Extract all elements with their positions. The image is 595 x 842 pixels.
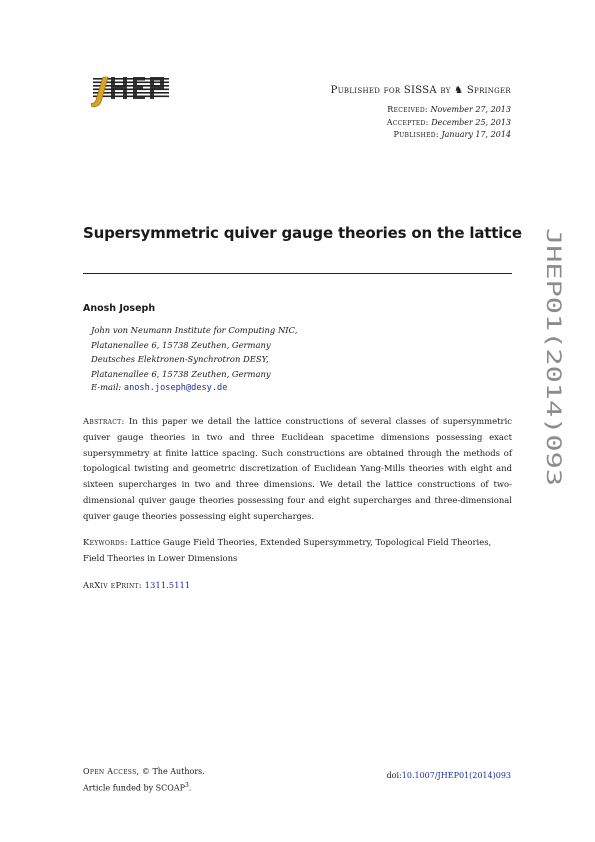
title-divider <box>83 273 512 274</box>
email-label: E-mail: <box>91 382 122 392</box>
arxiv-label: ArXiv ePrint: <box>83 580 142 590</box>
affiliation <box>91 323 297 381</box>
publication-dates <box>387 104 511 142</box>
abstract <box>83 414 512 525</box>
email-line <box>91 382 227 393</box>
side-journal-identifier <box>537 228 573 488</box>
arxiv-link[interactable]: 1311.5111 <box>144 580 191 590</box>
funding-superscript: 3 <box>184 782 189 789</box>
open-access-label: Open Access, <box>83 767 140 776</box>
open-access-notice: Open Access, © The Authors. Article funded by SCOAP$^3$. <box>83 767 205 793</box>
keywords-text: Lattice Gauge Field Theories, Extended Supersymmetry, Topological Field Theories, Field Theories in Lower Dimensions <box>83 537 492 563</box>
doi-link[interactable]: 10.1007/JHEP01(2014)093 <box>401 771 511 780</box>
abstract-label: Abstract: <box>83 416 125 426</box>
keywords <box>83 535 512 567</box>
arxiv-eprint <box>83 580 190 590</box>
funding-text: Article funded by SCOAP <box>83 783 185 793</box>
published-for-text: Published for SISSA by <box>330 85 451 96</box>
published-for-line <box>331 85 511 96</box>
paper-title: Supersymmetric quiver gauge theories on the lattice <box>83 224 522 242</box>
affiliation-line: John von Neumann Institute for Computing NIC, <box>91 325 298 335</box>
published-date: Published: January 17, 2014 <box>393 130 511 139</box>
copyright-text: The Authors. <box>152 767 205 776</box>
doi-label: doi: <box>386 771 402 780</box>
doi-line <box>387 771 511 780</box>
abstract-text: In this paper we detail the lattice constructions of several classes of supersymmetric quiver gauge theories in two and three Euclidean spacetime dimensions possessing exact supersymmetry at finite lattice spacing. Such constructions are obtained through the methods of topological twisting and geometric discretization of Euclidean Yang-Mills theories with eight and sixteen supercharges in two and three dimensions. We detail the lattice constructions of two-dimensional quiver gauge theories possessing four and eight supercharges and three-dimensional quiver gauge theories possessing eight supercharges. <box>83 416 512 521</box>
email-link[interactable]: anosh.joseph@desy.de <box>123 383 228 393</box>
copyright-icon: © <box>141 767 150 776</box>
publisher-name: Springer <box>466 85 511 96</box>
affiliation-line: Deutsches Elektronen-Synchrotron DESY, <box>91 354 269 364</box>
affiliation-line: Platanenallee 6, 15738 Zeuthen, Germany <box>91 339 271 350</box>
keywords-label: Keywords: <box>83 537 128 547</box>
springer-horse-icon: ♞ <box>454 85 464 96</box>
author-name: Anosh Joseph <box>83 303 156 314</box>
accepted-date: Accepted: December 25, 2013 <box>386 117 511 127</box>
side-identifier-text: JHEP01(2014)093 <box>542 228 565 405</box>
jhep-logo <box>83 76 169 108</box>
received-date: Received: November 27, 2013 <box>387 105 511 114</box>
affiliation-line: Platanenallee 6, 15738 Zeuthen, Germany <box>91 368 271 379</box>
